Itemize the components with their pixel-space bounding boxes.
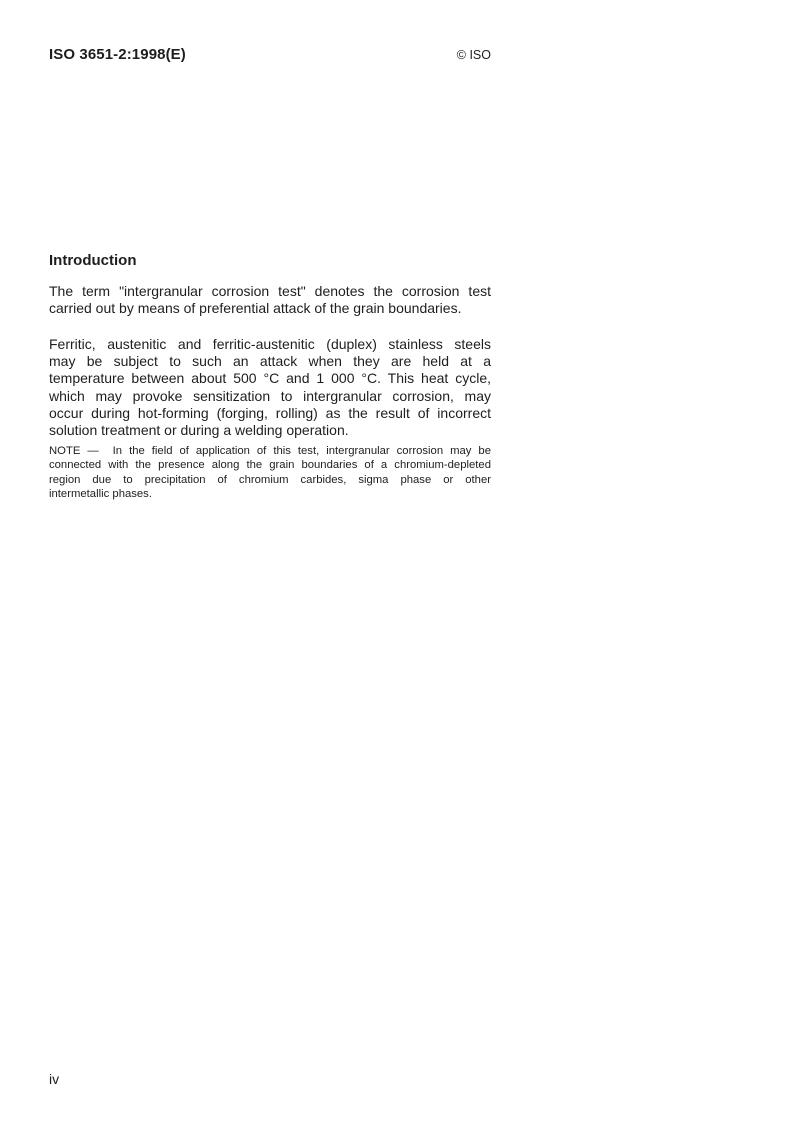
copyright-notice: © ISO: [456, 48, 491, 62]
text-line: Ferritic, austenitic and ferritic-austenitic (duplex) stainless steels: [49, 335, 491, 352]
page-footer: [49, 1071, 59, 1088]
page-content: [49, 252, 491, 501]
text-line: solution treatment or during a welding operation.: [49, 422, 349, 439]
body-paragraph: [49, 336, 491, 440]
text-line: occur during hot-forming (forging, rolling) as the result of incorrect: [49, 404, 491, 421]
text-line: connected with the presence along the grain boundaries of a chromium-depleted: [49, 459, 491, 472]
page-header: [49, 46, 491, 63]
note-paragraph: [49, 444, 491, 501]
paragraphs-container: [49, 283, 491, 501]
text-line: may be subject to such an attack when they are held at a: [49, 352, 491, 369]
text-line: temperature between about 500 °C and 1 000 °C. This heat cycle,: [49, 370, 491, 387]
text-line: carried out by means of preferential attack of the grain boundaries.: [49, 300, 462, 317]
text-line: intermetallic phases.: [49, 488, 152, 501]
text-line: NOTE — In the field of application of this test, intergranular corrosion may be: [49, 445, 491, 458]
text-line: region due to precipitation of chromium carbides, sigma phase or other: [49, 473, 491, 486]
text-line: The term "intergranular corrosion test" denotes the corrosion test: [49, 283, 491, 299]
section-heading: Introduction: [49, 252, 137, 269]
document-number: ISO 3651-2:1998(E): [49, 46, 186, 63]
body-paragraph: [49, 283, 491, 318]
text-line: which may provoke sensitization to intergranular corrosion, may: [49, 387, 491, 404]
page-number: iv: [49, 1071, 60, 1087]
